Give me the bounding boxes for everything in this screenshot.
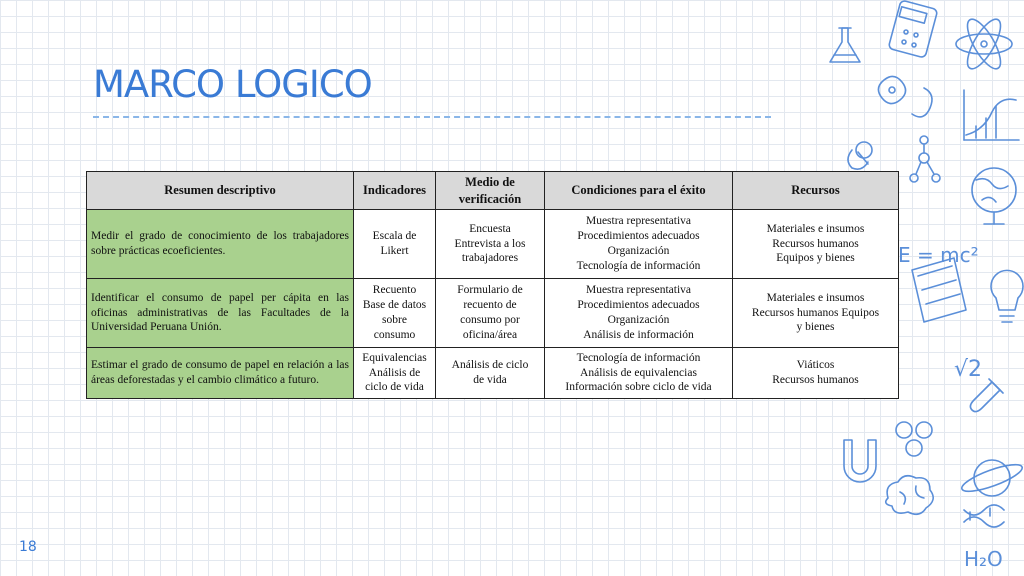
cell-indicadores <box>354 279 436 348</box>
cell-line: Análisis de ciclo <box>451 359 529 372</box>
header-condiciones: Condiciones para el éxito <box>545 172 733 210</box>
cell-line: Base de datos <box>362 299 427 312</box>
cell-line: Análisis de información <box>583 328 694 341</box>
cell-line: Análisis de <box>368 366 421 379</box>
cell-line: Escala de <box>372 230 417 243</box>
calculator-icon <box>888 0 938 58</box>
cell-line: Tecnología de información <box>576 259 701 272</box>
cell-line: Likert <box>380 245 409 257</box>
cell-line: Muestra representativa <box>585 215 692 228</box>
h2o-icon: H₂O <box>964 547 1003 571</box>
slide-title: MARCO LOGICO <box>93 63 372 106</box>
cell-line: Equivalencias <box>362 351 427 364</box>
cell-line: Recursos humanos <box>772 237 859 250</box>
cell-line: oficina/área <box>462 328 518 341</box>
microscope-icon <box>848 142 872 169</box>
brain-icon <box>886 476 933 515</box>
cell-line: Recursos humanos <box>772 374 859 386</box>
table-row <box>87 210 899 279</box>
cell-line: recuento de <box>463 299 517 312</box>
lightbulb-icon <box>991 270 1023 322</box>
cell-indicadores <box>354 348 436 399</box>
planet-icon <box>959 460 1024 497</box>
cell-line: Muestra representativa <box>585 284 692 297</box>
molecule-icon <box>910 136 940 182</box>
cell-medio <box>436 348 545 399</box>
graph-icon <box>964 90 1019 140</box>
header-recursos: Recursos <box>733 172 899 210</box>
title-divider <box>93 116 771 118</box>
cell-line: trabajadores <box>461 252 519 265</box>
cell-line: Recuento <box>372 284 417 297</box>
cell-line: Análisis de equivalencias <box>580 366 697 379</box>
science-doodles <box>824 0 1024 576</box>
cell-line: Recursos humanos Equipos <box>751 306 880 319</box>
cell-line: Información sobre ciclo de vida <box>565 381 712 394</box>
cell-line: ciclo de vida <box>365 381 424 394</box>
globe-icon <box>972 168 1016 224</box>
table-row <box>87 279 899 348</box>
sqrt-icon: √2 <box>954 357 983 382</box>
flask-icon <box>830 28 860 62</box>
bacteria-icon <box>878 76 932 116</box>
cell-line: Procedimientos adecuados <box>577 299 700 312</box>
page-number: 18 <box>19 539 37 555</box>
cell-line: Formulario de <box>457 284 523 297</box>
test-tube-icon <box>970 379 1003 412</box>
cell-condiciones <box>545 348 733 399</box>
cell-line: consumo <box>373 328 416 341</box>
formula-text-icon: E = mc² <box>898 243 979 267</box>
cell-line: Materiales e insumos <box>766 222 865 235</box>
cell-line: de vida <box>473 374 507 386</box>
cell-line: Organización <box>607 245 670 257</box>
cell-line: Tecnología de información <box>576 351 701 364</box>
cell-resumen: Medir el grado de conocimiento de los trabajadores sobre prácticas ecoeficientes. <box>87 210 354 279</box>
dna-icon <box>964 505 1004 527</box>
cell-line: Equipos y bienes <box>776 252 855 265</box>
header-medio: Medio de verificación <box>436 172 545 210</box>
cell-line: Materiales e insumos <box>766 291 865 304</box>
table-row <box>87 348 899 399</box>
cell-line: y bienes <box>796 321 835 334</box>
cell-line: sobre <box>382 314 407 326</box>
magnet-icon <box>844 440 876 482</box>
table-header-row <box>87 172 899 210</box>
cell-line: consumo por <box>460 314 520 326</box>
header-indicadores: Indicadores <box>354 172 436 210</box>
cell-condiciones <box>545 279 733 348</box>
book-icon <box>912 258 966 322</box>
cell-resumen: Estimar el grado de consumo de papel en relación a las áreas deforestadas y el cambio climático a futuro. <box>87 348 354 399</box>
header-resumen: Resumen descriptivo <box>87 172 354 210</box>
cell-line: Organización <box>607 314 670 326</box>
cell-condiciones <box>545 210 733 279</box>
cell-resumen: Identificar el consumo de papel per cápita en las oficinas administrativas de las Facultades de la Universidad Peruana Unión. <box>87 279 354 348</box>
cell-indicadores <box>354 210 436 279</box>
cell-medio <box>436 210 545 279</box>
cell-line: Encuesta <box>469 222 511 235</box>
logic-framework-table <box>86 171 899 399</box>
cell-line: Entrevista a los <box>454 237 526 250</box>
atom-small-icon <box>896 422 932 456</box>
atom-icon <box>956 15 1012 73</box>
cell-line: Procedimientos adecuados <box>577 230 700 243</box>
cell-line: Viáticos <box>796 359 835 372</box>
cell-medio <box>436 279 545 348</box>
